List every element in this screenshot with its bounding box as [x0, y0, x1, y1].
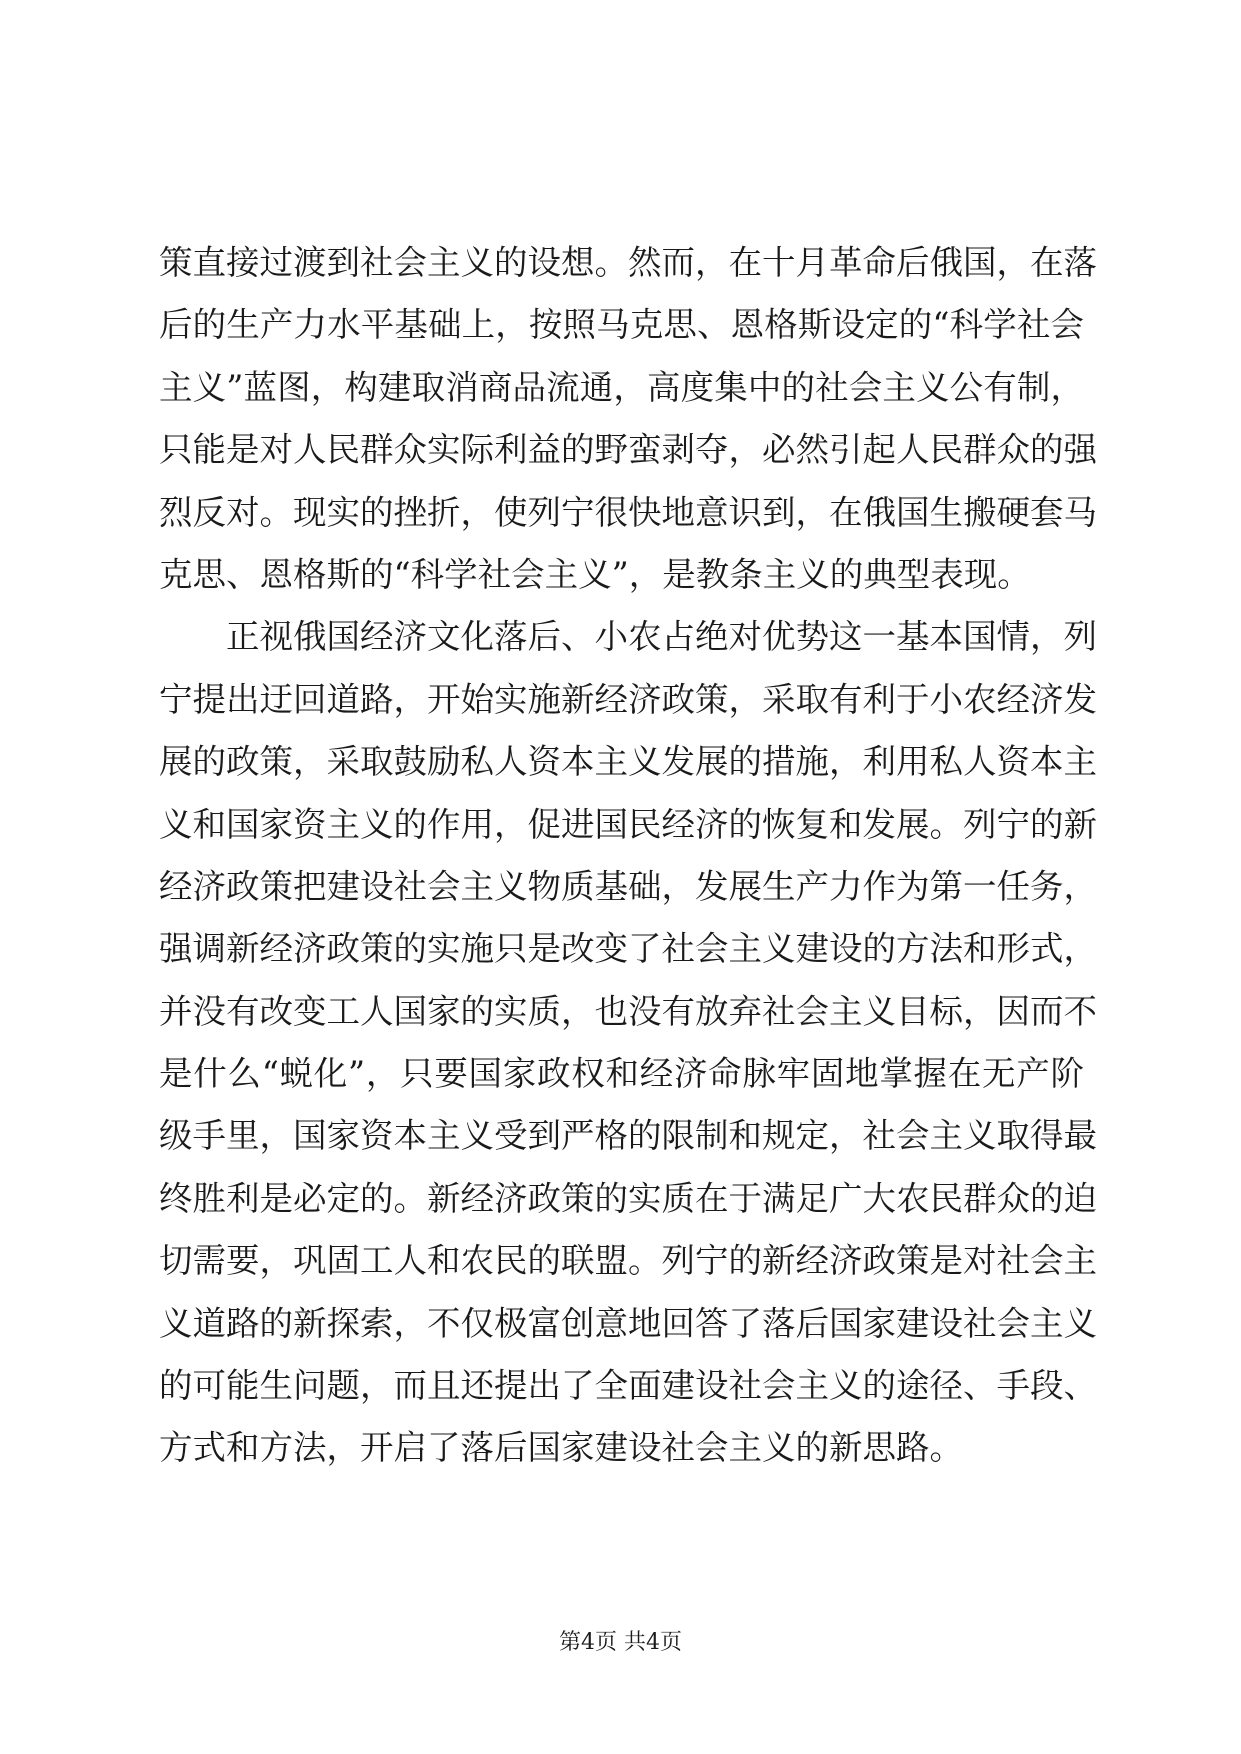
- text-line: 并没有改变工人国家的实质，也没有放弃社会主义目标，因而不: [159, 991, 1097, 1031]
- text-line: 经济政策把建设社会主义物质基础，发展生产力作为第一任务，: [159, 866, 1097, 906]
- text-line: 义和国家资主义的作用，促进国民经济的恢复和发展。列宁的新: [159, 804, 1097, 844]
- text-line: 后的生产力水平基础上，按照马克思、恩格斯设定的“科学社会: [159, 305, 1084, 345]
- text-line: 的可能生问题，而且还提出了全面建设社会主义的途径、手段、: [159, 1366, 1097, 1406]
- text-line: 方式和方法，开启了落后国家建设社会主义的新思路。: [159, 1428, 963, 1468]
- text-line: 主义”蓝图，构建取消商品流通，高度集中的社会主义公有制，: [159, 367, 1084, 407]
- paragraph-2: [159, 606, 1097, 1479]
- page-footer: 第4页 共4页: [559, 1630, 682, 1655]
- text-line: 宁提出迂回道路，开始实施新经济政策，采取有利于小农经济发: [159, 679, 1097, 719]
- text-line: 级手里，国家资本主义受到严格的限制和规定，社会主义取得最: [159, 1116, 1097, 1156]
- body-text: [159, 232, 1097, 1480]
- text-line: 终胜利是必定的。新经济政策的实质在于满足广大农民群众的迫: [159, 1178, 1097, 1218]
- text-line: 是什么“蜕化”，只要国家政权和经济命脉牢固地掌握在无产阶: [159, 1054, 1084, 1094]
- text-line: 烈反对。现实的挫折，使列宁很快地意识到，在俄国生搬硬套马: [159, 492, 1097, 532]
- text-line: 强调新经济政策的实施只是改变了社会主义建设的方法和形式，: [159, 929, 1097, 969]
- text-line: 展的政策，采取鼓励私人资本主义发展的措施，利用私人资本主: [159, 742, 1097, 782]
- paragraph-1: [159, 232, 1097, 606]
- text-line: 义道路的新探索，不仅极富创意地回答了落后国家建设社会主义: [159, 1303, 1097, 1343]
- text-line: 只能是对人民群众实际利益的野蛮剥夺，必然引起人民群众的强: [159, 430, 1097, 470]
- text-line: 切需要，巩固工人和农民的联盟。列宁的新经济政策是对社会主: [159, 1241, 1097, 1281]
- text-line: 策直接过渡到社会主义的设想。然而，在十月革命后俄国，在落: [159, 243, 1097, 282]
- text-line: 正视俄国经济文化落后、小农占绝对优势这一基本国情，列: [226, 617, 1097, 657]
- text-line: 克思、恩格斯的“科学社会主义”，是教条主义的典型表现。: [159, 554, 1031, 594]
